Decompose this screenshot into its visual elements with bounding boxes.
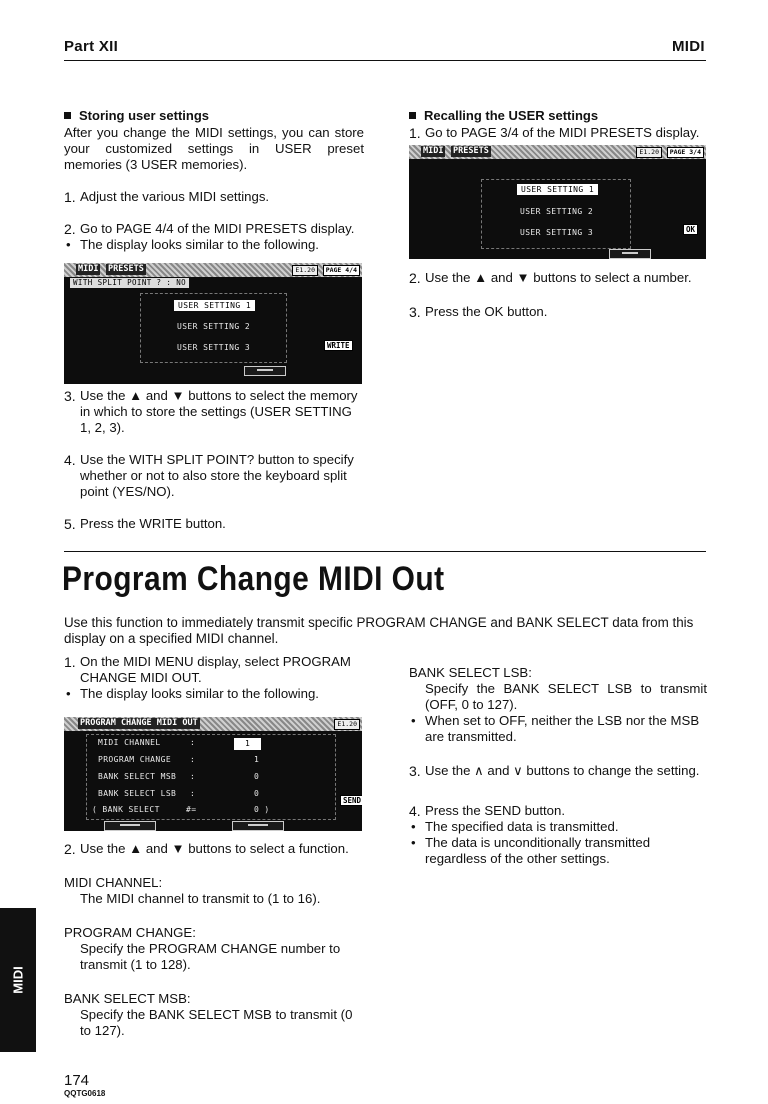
lcd-midi-presets-page-4 (64, 263, 362, 384)
lcd-user-setting-2: USER SETTING 2 (177, 322, 251, 331)
page-number: 174 (64, 1072, 90, 1089)
square-bullet-icon (64, 112, 71, 119)
lcd-row-midi-channel: MIDI CHANNEL : 1 (98, 738, 161, 748)
program-step-4-bullet-1: • The specified data is transmitted. (409, 819, 707, 835)
program-step-1-bullet: • The display looks similar to the following. (64, 686, 364, 702)
program-step-4-bullet-2: • The data is unconditionally transmitted regardless of the other settings. (409, 835, 707, 867)
part-label: Part XII (64, 38, 119, 55)
lcd-user-setting-1: USER SETTING 1 (517, 185, 598, 195)
section-rule (64, 551, 706, 552)
program-intro: Use this function to immediately transmit specific PROGRAM CHANGE and BANK SELECT data from this display on a specified MIDI channel. (64, 615, 694, 646)
lcd-title-bar (64, 717, 362, 731)
section-title: Program Change MIDI Out (62, 560, 445, 598)
lcd-user-setting-1: USER SETTING 1 (174, 301, 255, 311)
recalling-steps-cont (409, 256, 707, 320)
recalling-section (409, 108, 707, 141)
recalling-step-1: 1. Go to PAGE 3/4 of the MIDI PRESETS display. (409, 125, 700, 141)
bank-msb-desc: Specify the BANK SELECT MSB to transmit (0 to 127). (80, 1007, 353, 1038)
square-bullet-icon (409, 112, 416, 119)
bank-msb-label: BANK SELECT MSB: (64, 991, 191, 1006)
bank-lsb-bullet: • When set to OFF, neither the LSB nor the MSB are transmitted. (409, 713, 707, 745)
lcd-tab-midi: MIDI (423, 146, 444, 156)
program-step-4: 4. Press the SEND button. (409, 803, 566, 819)
program-left-cont (64, 827, 364, 1039)
lcd-tab-midi: MIDI (78, 264, 99, 274)
storing-intro: After you change the MIDI settings, you can store your customized settings in USER preset memories (3 USER memories). (64, 125, 364, 172)
lcd-row-bank-select-msb: BANK SELECT MSB : 0 (98, 772, 260, 781)
lcd-tab-presets: PRESETS (453, 146, 489, 156)
lcd-row-bank-select: ( BANK SELECT #= 0 ) (92, 805, 270, 814)
bank-lsb-desc: Specify the BANK SELECT LSB to transmit (OFF, 0 to 127). (425, 681, 707, 712)
lcd-midi-presets-page-3 (409, 145, 706, 259)
lcd-send-button: SEND (340, 795, 362, 806)
recalling-step-2: 2. Use the ▲ and ▼ buttons to select a number. (409, 270, 692, 286)
lcd-user-setting-3: USER SETTING 3 (520, 228, 594, 237)
lcd-program-change-midi-out (64, 717, 362, 831)
side-chapter-tab: MIDI (0, 908, 36, 1052)
lcd-row-bank-select-lsb: BANK SELECT LSB : 0 (98, 789, 260, 798)
lcd-user-setting-3: USER SETTING 3 (177, 343, 251, 352)
program-step-1: 1. On the MIDI MENU display, select PROGRAM CHANGE MIDI OUT. (64, 654, 351, 685)
lcd-e-indicator: E1.20 (636, 147, 662, 158)
midi-channel-desc: The MIDI channel to transmit to (1 to 16). (80, 891, 321, 906)
lcd-ok-button: OK (683, 224, 698, 235)
storing-step-3: 3. Use the ▲ and ▼ buttons to select the memory in which to store the settings (USER SETTING 1, 2, 3). (64, 388, 358, 435)
lcd-e-indicator: E1.20 (334, 719, 360, 730)
storing-step-2: 2. Go to PAGE 4/4 of the MIDI PRESETS display. (64, 221, 355, 237)
lcd-write-button: WRITE (324, 340, 353, 351)
lcd-row-program-change: PROGRAM CHANGE : 1 (98, 755, 260, 764)
storing-title: Storing user settings (64, 108, 364, 124)
recalling-title: Recalling the USER settings (409, 108, 707, 124)
storing-step-5: 5. Press the WRITE button. (64, 516, 226, 532)
recalling-step-3: 3. Press the OK button. (409, 304, 548, 320)
program-change-desc: Specify the PROGRAM CHANGE number to transmit (1 to 128). (80, 941, 341, 972)
lcd-user-setting-2: USER SETTING 2 (520, 207, 594, 216)
lcd-tab-presets: PRESETS (108, 264, 144, 274)
program-right-col (409, 665, 707, 867)
lcd-title-bar (64, 263, 362, 277)
document-code: QQTG0618 (64, 1089, 106, 1098)
bank-lsb-label: BANK SELECT LSB: (409, 665, 532, 680)
storing-step-1: 1. Adjust the various MIDI settings. (64, 189, 270, 205)
storing-section (64, 108, 364, 253)
program-change-label: PROGRAM CHANGE: (64, 925, 196, 940)
lcd-page-indicator: PAGE 4/4 (323, 265, 360, 276)
lcd-page-indicator: PAGE 3/4 (667, 147, 704, 158)
midi-channel-label: MIDI CHANNEL: (64, 875, 163, 890)
lcd-e-indicator: E1.20 (292, 265, 318, 276)
storing-step-2-bullet: • The display looks similar to the following. (64, 237, 364, 253)
program-step-2: 2. Use the ▲ and ▼ buttons to select a function. (64, 841, 349, 857)
program-step-3: 3. Use the ∧ and ∨ buttons to change the setting. (409, 763, 700, 779)
storing-step-4: 4. Use the WITH SPLIT POINT? button to specify whether or not to also store the keyboard split point (YES/NO). (64, 452, 354, 499)
chapter-label: MIDI (672, 38, 705, 55)
lcd-title-bar (409, 145, 706, 159)
lcd-split-point-line: WITH SPLIT POINT ? : NO (70, 278, 189, 288)
lcd-tab-program-change: PROGRAM CHANGE MIDI OUT (80, 718, 198, 728)
header-rule (64, 60, 706, 61)
storing-steps-cont (64, 374, 364, 532)
program-left-col (64, 654, 364, 702)
